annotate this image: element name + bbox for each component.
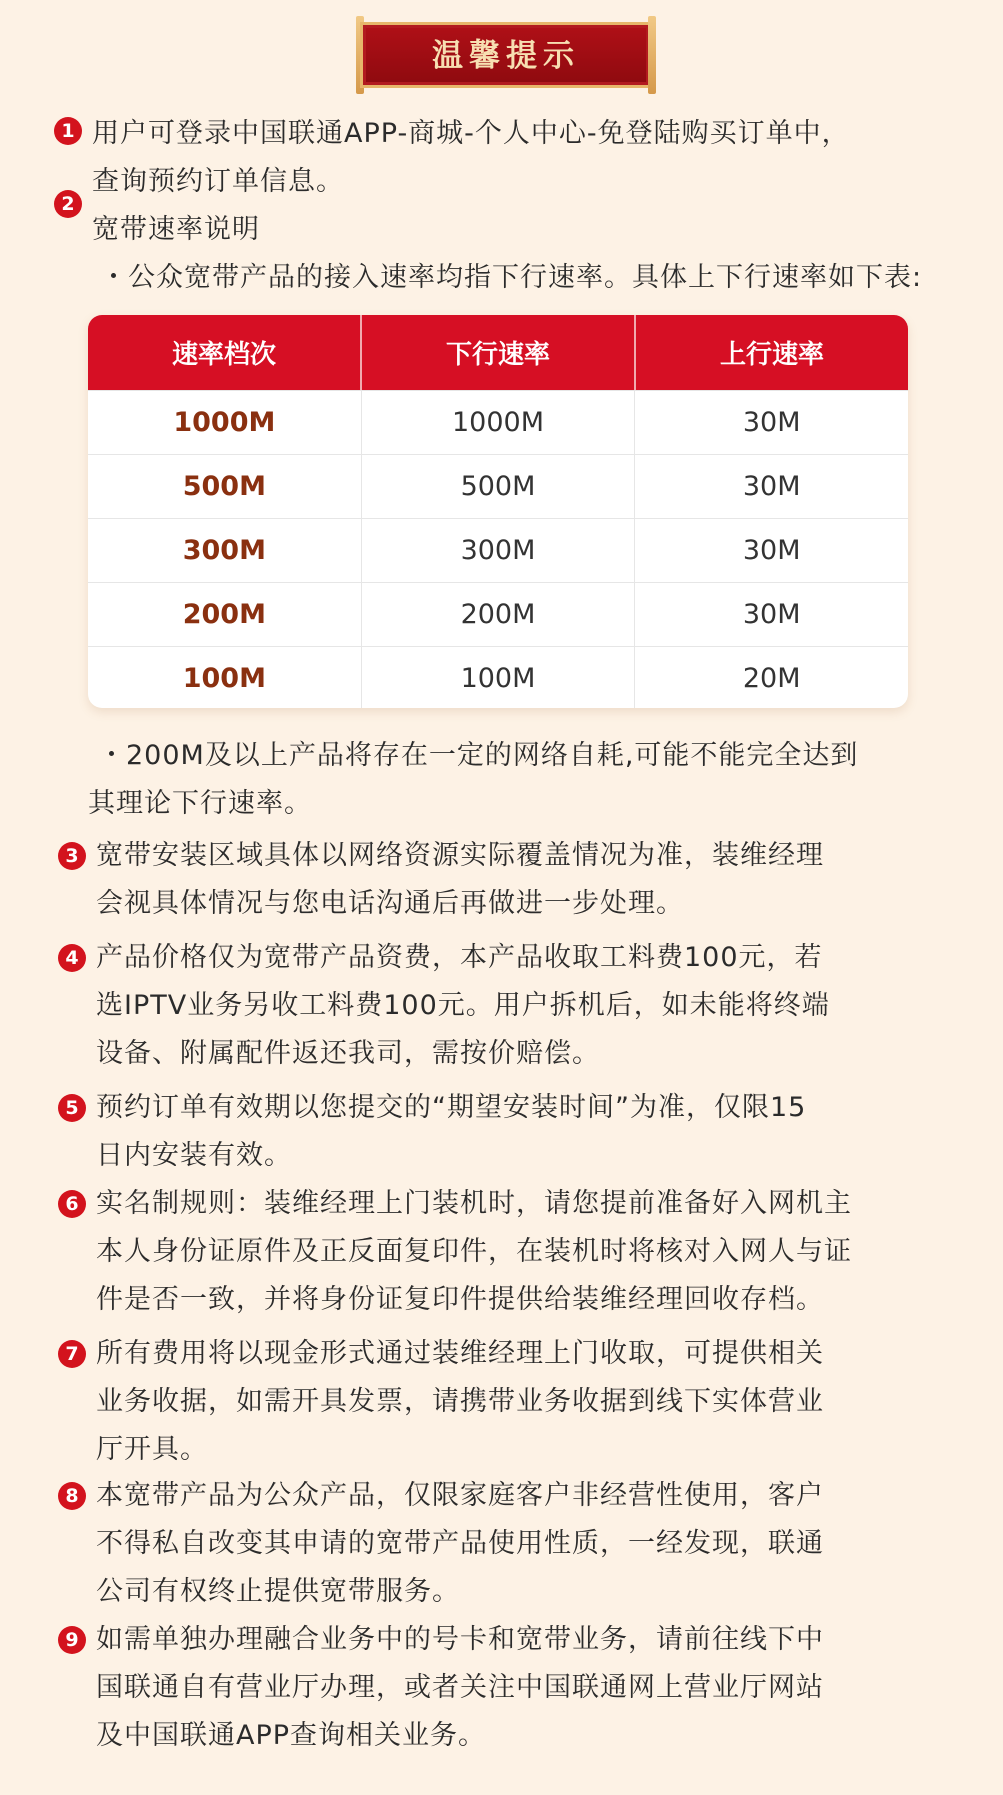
tip-9-line-1: 如需单独办理融合业务中的号卡和宽带业务，请前往线下中 <box>96 1624 824 1655</box>
tier-cell: 200M <box>88 583 362 646</box>
speed-note-1: ・公众宽带产品的接入速率均指下行速率。具体上下行速率如下表: <box>100 262 923 293</box>
tip-1-line-1: 用户可登录中国联通APP-商城-个人中心-免登陆购买订单中， <box>92 118 850 149</box>
page-title: 温馨提示 <box>432 38 580 74</box>
down-cell: 300M <box>362 519 636 582</box>
tip-6-line-1: 实名制规则：装维经理上门装机时，请您提前准备好入网机主 <box>96 1188 852 1219</box>
speed-note-2-line-1: ・200M及以上产品将存在一定的网络自耗,可能不能完全达到 <box>98 740 859 771</box>
up-cell: 30M <box>742 407 801 438</box>
table-header <box>88 315 908 390</box>
up-cell: 30M <box>742 599 801 630</box>
tip-6-line-3: 件是否一致，并将身份证复印件提供给装维经理回收存档。 <box>96 1284 824 1315</box>
down-cell: 1000M <box>362 391 636 454</box>
up-cell: 30M <box>742 471 801 502</box>
tier-cell: 100M <box>88 647 362 708</box>
tip-number-3: 3 <box>58 842 86 870</box>
tip-number-6: 6 <box>58 1190 86 1218</box>
tip-number-1: 1 <box>54 117 82 145</box>
tip-8-line-2: 不得私自改变其申请的宽带产品使用性质，一经发现，联通 <box>96 1528 824 1559</box>
tip-8-line-1: 本宽带产品为公众产品，仅限家庭客户非经营性使用，客户 <box>96 1480 824 1511</box>
column-header-up: 上行速率 <box>719 340 824 370</box>
tip-4-line-3: 设备、附属配件返还我司，需按价赔偿。 <box>96 1038 600 1069</box>
tip-8-line-3: 公司有权终止提供宽带服务。 <box>96 1576 460 1607</box>
tip-number-2: 2 <box>54 190 82 218</box>
tier-cell: 500M <box>88 455 362 518</box>
tip-2-line-1: 宽带速率说明 <box>92 214 260 245</box>
tip-7-line-3: 厅开具。 <box>96 1434 208 1465</box>
down-cell: 500M <box>362 455 636 518</box>
tip-3-line-2: 会视具体情况与您电话沟通后再做进一步处理。 <box>96 888 684 919</box>
title-banner <box>356 16 656 94</box>
tip-number-7: 7 <box>58 1340 86 1368</box>
tip-number-8: 8 <box>58 1482 86 1510</box>
table-row <box>88 518 908 582</box>
down-cell: 100M <box>362 647 636 708</box>
tip-number-5: 5 <box>58 1094 86 1122</box>
column-header-down: 下行速率 <box>362 315 636 390</box>
tip-9-line-2: 国联通自有营业厅办理，或者关注中国联通网上营业厅网站 <box>96 1672 824 1703</box>
tip-7-line-2: 业务收据，如需开具发票，请携带业务收据到线下实体营业 <box>96 1386 824 1417</box>
tip-5-line-2: 日内安装有效。 <box>96 1140 292 1171</box>
speed-table <box>88 315 908 708</box>
column-header-tier: 速率档次 <box>88 315 362 390</box>
tip-number-4: 4 <box>58 944 86 972</box>
speed-note-2-line-2: 其理论下行速率。 <box>88 788 312 819</box>
tip-6-line-2: 本人身份证原件及正反面复印件，在装机时将核对入网人与证 <box>96 1236 852 1267</box>
down-cell: 200M <box>362 583 636 646</box>
tip-9-line-3: 及中国联通APP查询相关业务。 <box>96 1720 487 1751</box>
tip-4-line-1: 产品价格仅为宽带产品资费，本产品收取工料费100元，若 <box>96 942 823 973</box>
tip-3-line-1: 宽带安装区域具体以网络资源实际覆盖情况为准，装维经理 <box>96 840 824 871</box>
tip-7-line-1: 所有费用将以现金形式通过装维经理上门收取，可提供相关 <box>96 1338 824 1369</box>
table-row <box>88 582 908 646</box>
tip-1-line-2: 查询预约订单信息。 <box>92 166 344 197</box>
tier-cell: 300M <box>88 519 362 582</box>
up-cell: 20M <box>742 663 801 694</box>
up-cell: 30M <box>742 535 801 566</box>
tip-5-line-1: 预约订单有效期以您提交的“期望安装时间”为准，仅限15 <box>96 1092 807 1123</box>
tip-number-9: 9 <box>58 1626 86 1654</box>
table-row <box>88 646 908 708</box>
tip-4-line-2: 选IPTV业务另收工料费100元。用户拆机后，如未能将终端 <box>96 990 830 1021</box>
table-row <box>88 390 908 454</box>
tier-cell: 1000M <box>88 391 362 454</box>
table-row <box>88 454 908 518</box>
